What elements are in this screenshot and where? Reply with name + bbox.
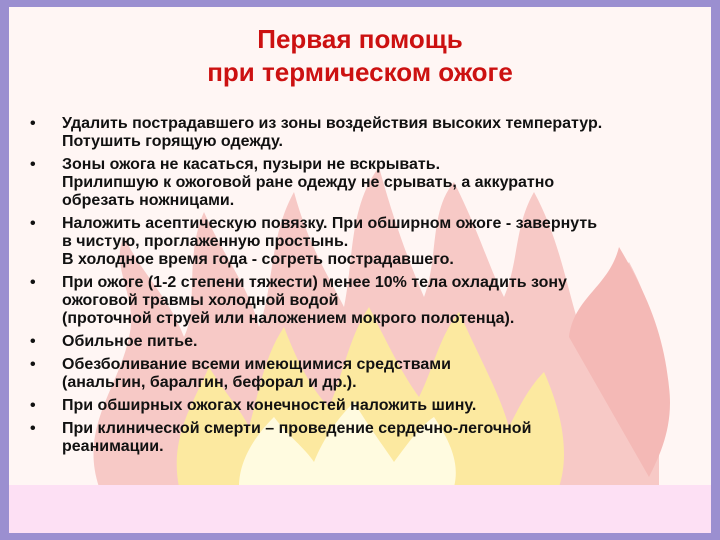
bullet-marker: • <box>30 115 36 132</box>
list-item <box>30 215 690 269</box>
list-item <box>30 156 690 210</box>
bottom-band <box>9 485 711 533</box>
step-text: Обезболивание всеми имеющимися средствами (анальгин, баралгин, бефорал и др.). <box>62 356 451 391</box>
list-item <box>30 274 690 328</box>
list-item <box>30 356 690 392</box>
step-text: При ожоге (1-2 степени тяжести) менее 10% тела охладить зону ожоговой травмы холодной водой (проточной струей или наложением мокрого полотенца). <box>62 274 567 327</box>
list-item <box>30 397 690 415</box>
slide-title <box>9 23 711 89</box>
slide-panel <box>9 7 711 533</box>
bullet-marker: • <box>30 274 36 291</box>
title-line-1: Первая помощь <box>257 24 463 54</box>
step-text: Зоны ожога не касаться, пузыри не вскрывать. Прилипшую к ожоговой ране одежду не срывать, а аккуратно обрезать ножницами. <box>62 156 555 209</box>
step-text: Обильное питье. <box>62 333 198 350</box>
bullet-marker: • <box>30 397 36 414</box>
step-text: При обширных ожогах конечностей наложить шину. <box>62 397 477 414</box>
step-text: При клинической смерти – проведение сердечно-легочной реанимации. <box>62 420 532 455</box>
list-item <box>30 115 690 151</box>
title-line-2: при термическом ожоге <box>207 57 513 87</box>
bullet-marker: • <box>30 420 36 437</box>
list-item <box>30 333 690 351</box>
bullet-marker: • <box>30 156 36 173</box>
list-item <box>30 420 690 456</box>
step-text: Наложить асептическую повязку. При обширном ожоге - завернуть в чистую, проглаженную простынь. В холодное время года - согреть пострадавшего. <box>62 215 598 268</box>
first-aid-steps-list <box>30 115 690 461</box>
bullet-marker: • <box>30 333 36 350</box>
bullet-marker: • <box>30 356 36 373</box>
bullet-marker: • <box>30 215 36 232</box>
step-text: Удалить пострадавшего из зоны воздействия высоких температур. Потушить горящую одежду. <box>62 115 603 150</box>
